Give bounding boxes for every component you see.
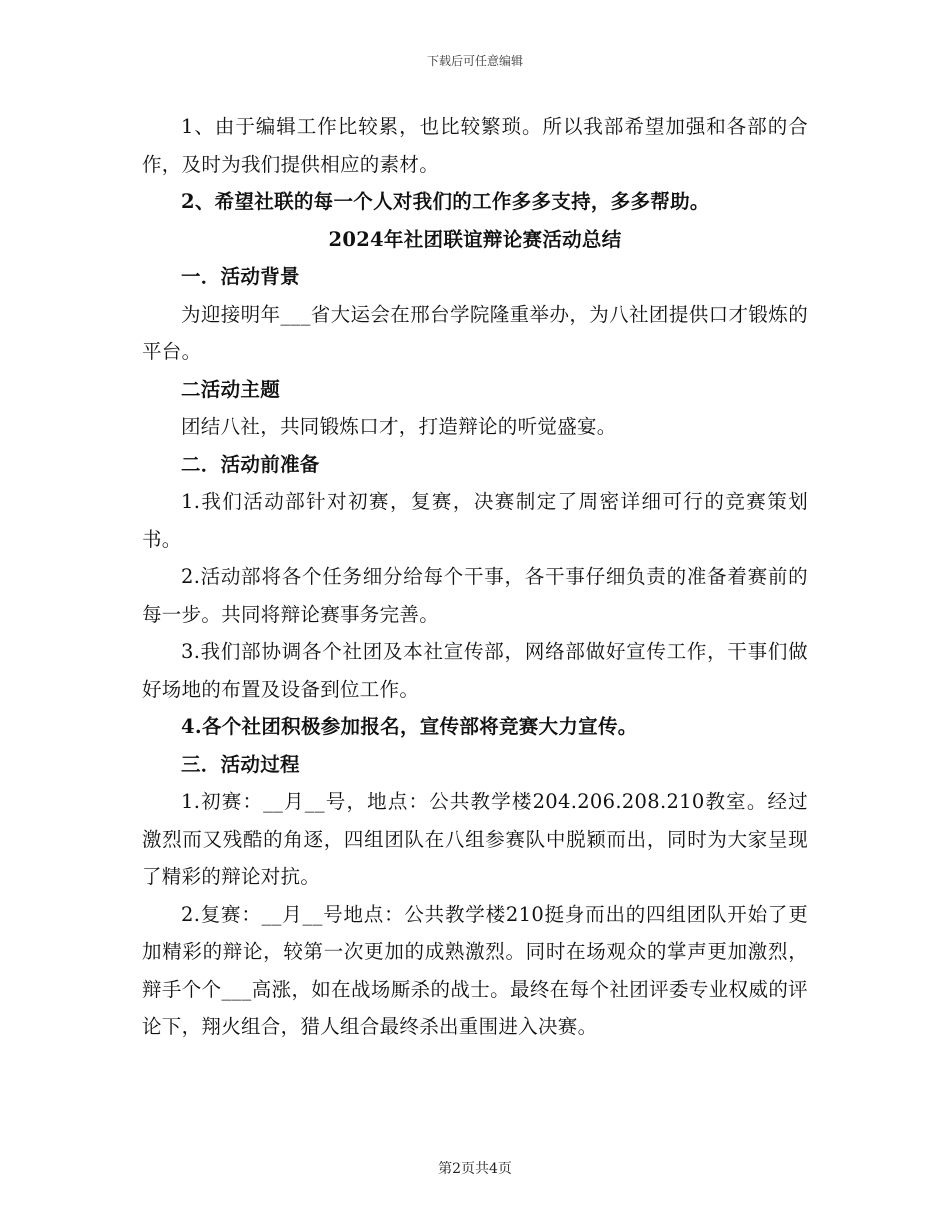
heading-preparation: 二．活动前准备 bbox=[181, 452, 320, 476]
document-title: 2024年社团联谊辩论赛活动总结 bbox=[328, 227, 622, 251]
page-number: 第2页共4页 bbox=[438, 1161, 512, 1177]
paragraph-prep-4: 4.各个社团积极参加报名，宣传部将竞赛大力宣传。 bbox=[181, 715, 638, 738]
paragraph-theme: 团结八社，共同锻炼口才，打造辩论的听觉盛宴。 bbox=[181, 415, 617, 438]
paragraph-editing-workload: 1、由于编辑工作比较累，也比较繁琐。所以我部希望加强和各部的合作，及时为我们提供相应的素材。 bbox=[142, 115, 808, 176]
document-body bbox=[142, 108, 808, 1046]
heading-background: 一．活动背景 bbox=[181, 265, 300, 288]
paragraph-prep-2: 2.活动部将各个任务细分给每个干事，各干事仔细负责的准备着赛前的每一步。共同将辩论赛事务完善。 bbox=[142, 565, 808, 626]
paragraph-preliminary-round: 1.初赛：__月__号，地点：公共教学楼204.206.208.210教室。经过激烈而又残酷的角逐，四组团队在八组参赛队中脱颖而出，同时为大家呈现了精彩的辩论对抗。 bbox=[142, 790, 808, 888]
heading-process: 三．活动过程 bbox=[181, 752, 300, 776]
paragraph-second-round: 2.复赛：__月__号地点：公共教学楼210挺身而出的四组团队开始了更加精彩的辩论，较第一次更加的成熟激烈。同时在场观众的掌声更加激烈，辩手个个___高涨，如在战场厮杀的战士。最终在每个社团评委专业权威的评论下，翔火组合，猎人组合最终杀出重围进入决赛。 bbox=[142, 902, 808, 1038]
paragraph-background: 为迎接明年___省大运会在邢台学院隆重举办，为八社团提供口才锻炼的平台。 bbox=[142, 302, 808, 363]
paragraph-support-request: 2、希望社联的每一个人对我们的工作多多支持，多多帮助。 bbox=[181, 190, 710, 213]
paragraph-prep-3: 3.我们部协调各个社团及本社宣传部，网络部做好宣传工作，干事们做好场地的布置及设备到位工作。 bbox=[142, 640, 808, 701]
page-header-note: 下载后可任意编辑 bbox=[426, 54, 523, 68]
heading-theme: 二活动主题 bbox=[181, 377, 281, 401]
paragraph-prep-1: 1.我们活动部针对初赛，复赛，决赛制定了周密详细可行的竞赛策划书。 bbox=[142, 490, 808, 551]
